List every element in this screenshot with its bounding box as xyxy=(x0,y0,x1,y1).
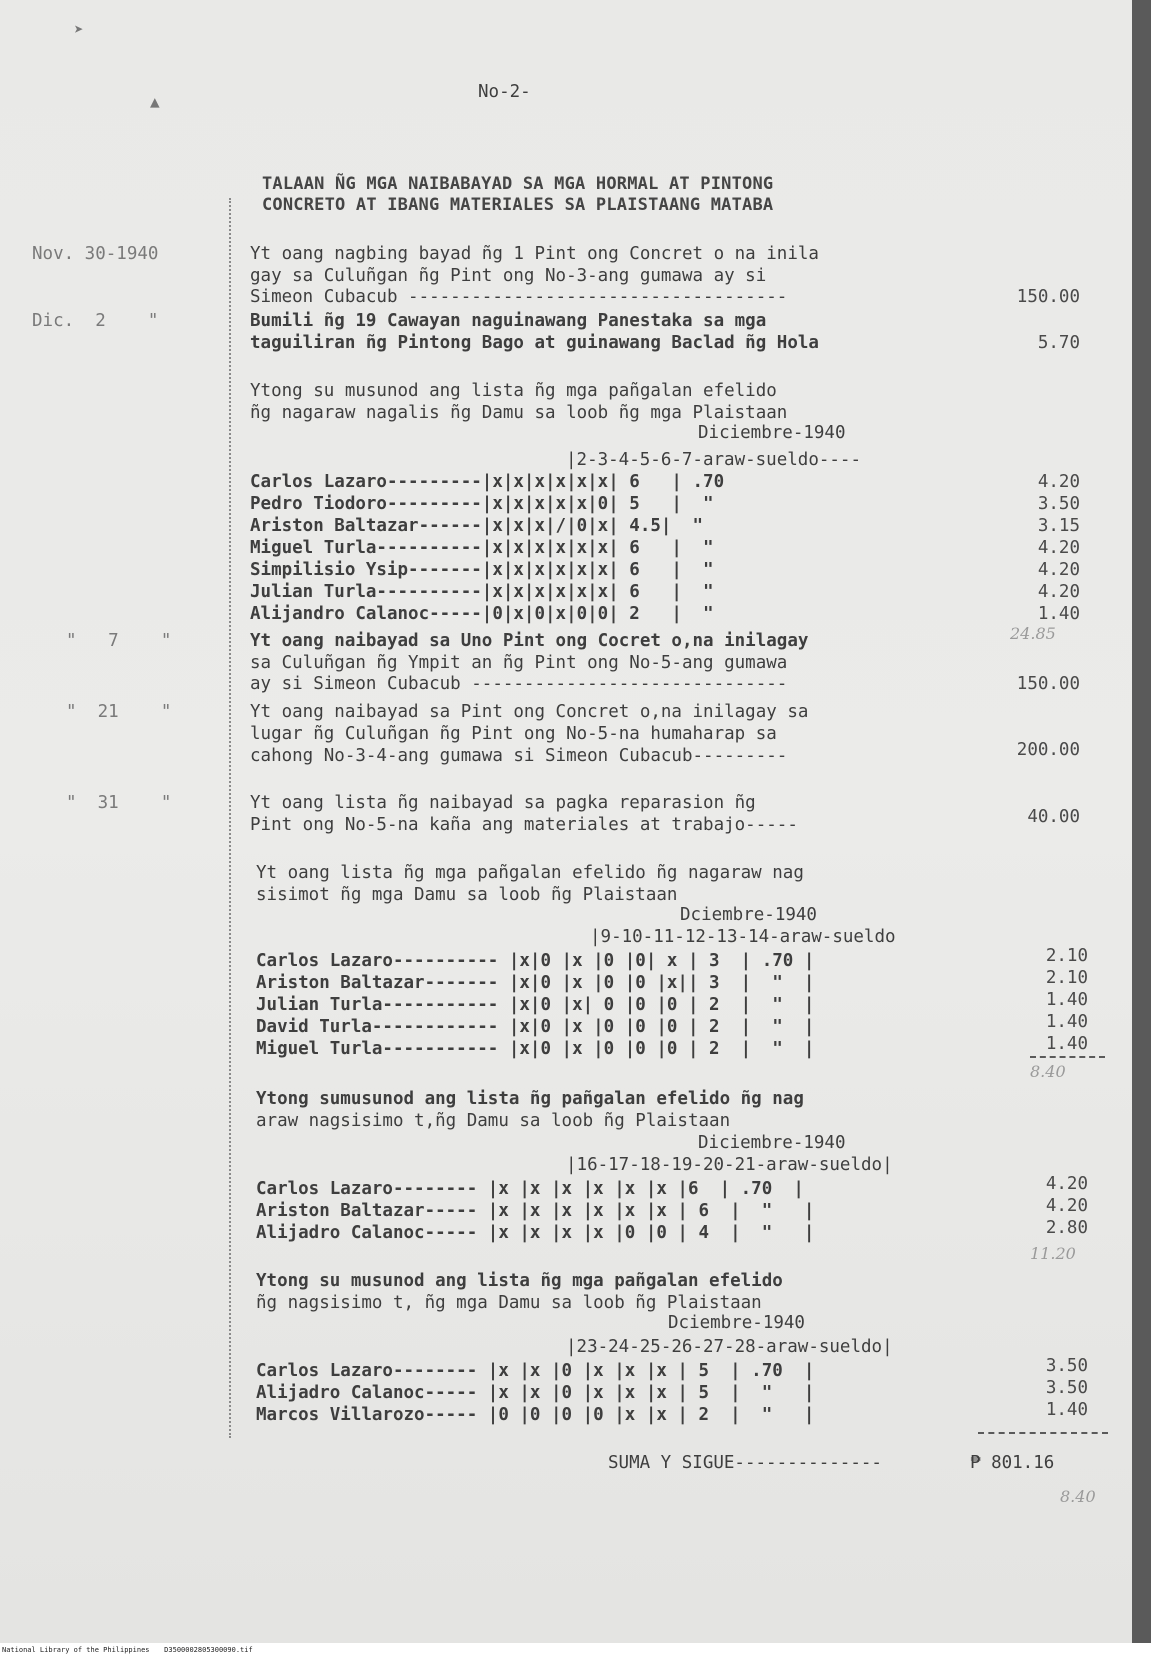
list-month: Dciembre-1940 xyxy=(680,905,817,925)
entry-amount: 200.00 xyxy=(1016,740,1080,760)
document-title-line-1: TALAAN ÑG MGA NAIBABAYAD SA MGA HORMAL AT PINTONG xyxy=(262,174,774,194)
total-rule xyxy=(978,1432,1108,1434)
row-amount: 3.50 xyxy=(1045,1356,1088,1376)
row-amount: 2.80 xyxy=(1045,1218,1088,1238)
entry-text: taguiliran ñg Pintong Bago at guinawang Baclad ñg Hola xyxy=(250,333,819,353)
entry-text: ay si Simeon Cubacub ------------------------------ xyxy=(250,674,788,694)
entry-text: Yt oang naibayad sa Uno Pint ong Cocret o,na inilagay xyxy=(250,631,809,651)
row-amount: 4.20 xyxy=(1037,560,1080,580)
list-intro: Ytong sumusunod ang lista ñg pañgalan efelido ñg nag xyxy=(256,1089,804,1109)
handwritten-subtotal: 8.40 xyxy=(1060,1487,1096,1506)
archive-footer xyxy=(0,1643,1151,1658)
scan-speck: ➤ xyxy=(74,20,84,39)
list-row: Pedro Tiodoro---------|x|x|x|x|x|0| 5 | " xyxy=(250,494,714,514)
scan-edge xyxy=(1132,0,1151,1643)
entry-amount: 150.00 xyxy=(1016,674,1080,694)
margin-rule xyxy=(229,198,231,1438)
list-row: Julian Turla----------- |x|0 |x| 0 |0 |0 | 2 | " | xyxy=(256,995,815,1015)
entry-date: " 21 " xyxy=(66,702,172,722)
entry-text: Yt oang naibayad sa Pint ong Concret o,na inilagay sa xyxy=(250,702,809,722)
total-label: SUMA Y SIGUE-------------- xyxy=(608,1453,882,1473)
list-intro: ñg nagsisimo t, ñg mga Damu sa loob ñg Plaistaan xyxy=(256,1293,762,1313)
entry-amount: 40.00 xyxy=(1027,807,1080,827)
handwritten-subtotal: 11.20 xyxy=(1030,1244,1076,1263)
list-intro: ñg nagaraw nagalis ñg Damu sa loob ñg mga Plaistaan xyxy=(250,403,788,423)
list-row: Ariston Baltazar------|x|x|x|/|0|x| 4.5| " xyxy=(250,516,704,536)
list-row: Miguel Turla----------|x|x|x|x|x|x| 6 | " xyxy=(250,538,714,558)
list-header: |23-24-25-26-27-28-araw-sueldo| xyxy=(566,1337,893,1357)
list-header: |2-3-4-5-6-7-araw-sueldo---- xyxy=(566,450,862,470)
list-month: Dciembre-1940 xyxy=(668,1313,805,1333)
list-row: Alijadro Calanoc----- |x |x |x |x |0 |0 | 4 | " | xyxy=(256,1223,815,1243)
entry-amount: 150.00 xyxy=(1016,287,1080,307)
list-month: Diciembre-1940 xyxy=(698,1133,846,1153)
list-intro: Yt oang lista ñg mga pañgalan efelido ñg nagaraw nag xyxy=(256,863,804,883)
handwritten-subtotal: 24.85 xyxy=(1010,624,1056,643)
entry-text: sa Culuñgan ñg Ympit an ñg Pint ong No-5-ang gumawa xyxy=(250,653,788,673)
list-header: |16-17-18-19-20-21-araw-sueldo| xyxy=(566,1155,893,1175)
document-title-line-2: CONCRETO AT IBANG MATERIALES SA PLAISTAANG MATABA xyxy=(262,195,774,215)
list-intro: Ytong su musunod ang lista ñg mga pañgalan efelido xyxy=(250,381,777,401)
list-row: Simpilisio Ysip-------|x|x|x|x|x|x| 6 | " xyxy=(250,560,714,580)
list-row: Carlos Lazaro---------- |x|0 |x |0 |0| x | 3 | .70 | xyxy=(256,951,815,971)
entry-date: Dic. 2 " xyxy=(32,311,159,331)
entry-text: Yt oang lista ñg naibayad sa pagka reparasion ñg xyxy=(250,793,756,813)
handwritten-subtotal: 8.40 xyxy=(1030,1062,1066,1081)
list-row: Ariston Baltazar----- |x |x |x |x |x |x | 6 | " | xyxy=(256,1201,815,1221)
list-row: Miguel Turla----------- |x|0 |x |0 |0 |0 | 2 | " | xyxy=(256,1039,815,1059)
row-amount: 2.10 xyxy=(1045,946,1088,966)
scan-speck: ▲ xyxy=(150,92,160,111)
subtotal-rule xyxy=(1030,1056,1105,1058)
entry-text: Bumili ñg 19 Cawayan naguinawang Panestaka sa mga xyxy=(250,311,767,331)
row-amount: 1.40 xyxy=(1045,1400,1088,1420)
entry-date: Nov. 30-1940 xyxy=(32,244,159,264)
page-number: No-2- xyxy=(478,82,531,102)
list-intro: araw nagsisimo t,ñg Damu sa loob ñg Plaistaan xyxy=(256,1111,731,1131)
list-row: Alijandro Calanoc-----|0|x|0|x|0|0| 2 | " xyxy=(250,604,714,624)
row-amount: 4.20 xyxy=(1045,1196,1088,1216)
list-intro: sisimot ñg mga Damu sa loob ñg Plaistaan xyxy=(256,885,678,905)
row-amount: 4.20 xyxy=(1037,582,1080,602)
list-row: Carlos Lazaro-------- |x |x |0 |x |x |x | 5 | .70 | xyxy=(256,1361,815,1381)
list-row: Ariston Baltazar------- |x|0 |x |0 |0 |x|| 3 | " | xyxy=(256,973,815,993)
row-amount: 3.50 xyxy=(1045,1378,1088,1398)
list-month: Diciembre-1940 xyxy=(698,423,846,443)
row-amount: 2.10 xyxy=(1045,968,1088,988)
row-amount: 1.40 xyxy=(1045,990,1088,1010)
footer-file: D3500002805300090.tif xyxy=(164,1646,253,1654)
list-row: Carlos Lazaro---------|x|x|x|x|x|x| 6 | .70 xyxy=(250,472,725,492)
entry-text: cahong No-3-4-ang gumawa si Simeon Cubacub--------- xyxy=(250,746,788,766)
entry-text: Simeon Cubacub ------------------------------------ xyxy=(250,287,788,307)
entry-text: Pint ong No-5-na kaña ang materiales at trabajo----- xyxy=(250,815,798,835)
entry-date: " 7 " xyxy=(66,631,172,651)
list-row: David Turla------------ |x|0 |x |0 |0 |0 | 2 | " | xyxy=(256,1017,815,1037)
footer-source: National Library of the Philippines xyxy=(2,1646,150,1654)
total-amount: ₱ 801.16 xyxy=(970,1453,1055,1473)
entry-date: " 31 " xyxy=(66,793,172,813)
row-amount: 1.40 xyxy=(1045,1012,1088,1032)
entry-text: Yt oang nagbing bayad ñg 1 Pint ong Concret o na inila xyxy=(250,244,819,264)
list-header: |9-10-11-12-13-14-araw-sueldo xyxy=(590,927,896,947)
list-row: Marcos Villarozo----- |0 |0 |0 |0 |x |x | 2 | " | xyxy=(256,1405,815,1425)
row-amount: 3.50 xyxy=(1037,494,1080,514)
entry-amount: 5.70 xyxy=(1037,333,1080,353)
list-intro: Ytong su musunod ang lista ñg mga pañgalan efelido xyxy=(256,1271,783,1291)
row-amount: 1.40 xyxy=(1037,604,1080,624)
row-amount: 1.40 xyxy=(1045,1034,1088,1054)
list-row: Carlos Lazaro-------- |x |x |x |x |x |x |6 | .70 | xyxy=(256,1179,804,1199)
row-amount: 3.15 xyxy=(1037,516,1080,536)
row-amount: 4.20 xyxy=(1037,472,1080,492)
entry-text: lugar ñg Culuñgan ñg Pint ong No-5-na humaharap sa xyxy=(250,724,777,744)
list-row: Julian Turla----------|x|x|x|x|x|x| 6 | " xyxy=(250,582,714,602)
row-amount: 4.20 xyxy=(1045,1174,1088,1194)
list-row: Alijadro Calanoc----- |x |x |0 |x |x |x | 5 | " | xyxy=(256,1383,815,1403)
entry-text: gay sa Culuñgan ñg Pint ong No-3-ang gumawa ay si xyxy=(250,266,767,286)
row-amount: 4.20 xyxy=(1037,538,1080,558)
